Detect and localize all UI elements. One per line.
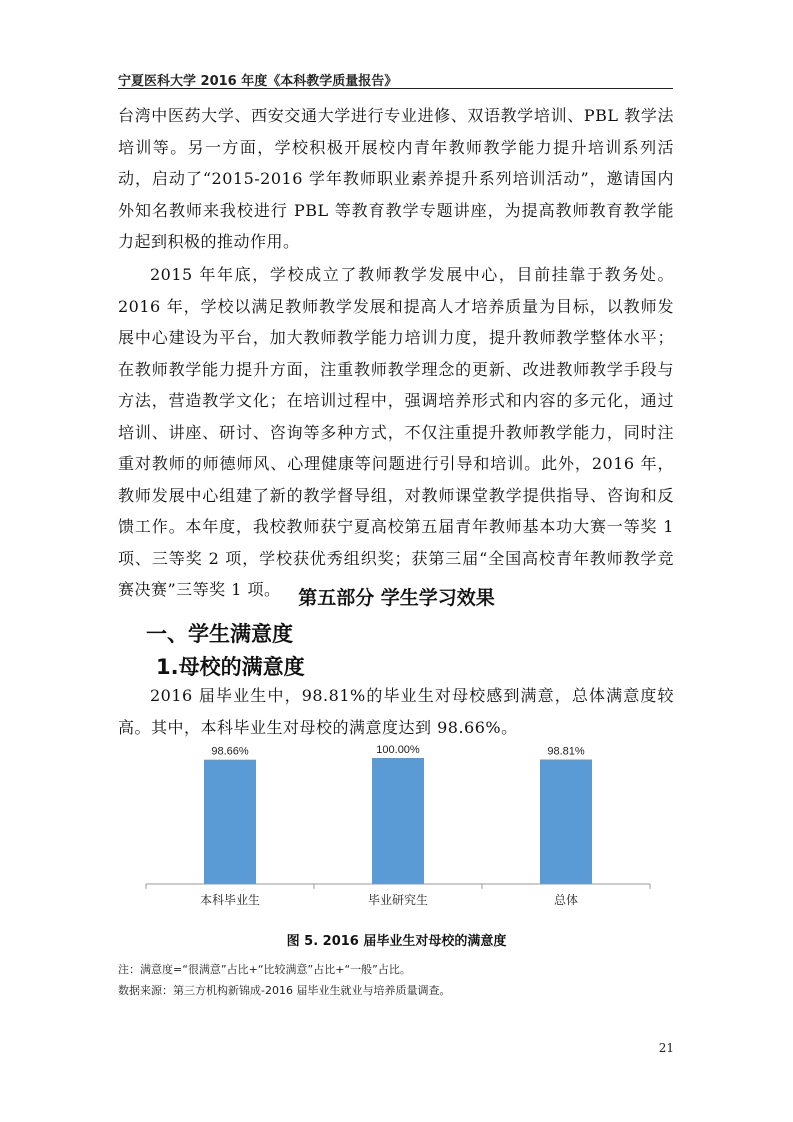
data-label: 100.00% — [376, 744, 420, 756]
satisfaction-bar-chart — [128, 740, 668, 920]
bar-3 — [540, 759, 592, 884]
paragraph-teaching-center: 2015 年年底，学校成立了教师教学发展中心，目前挂靠于教务处。2016 年，学校以满足教师教学发展和提高人才培养质量为目标，以教师发展中心建设为平台，加大教师教学能力培训力度，提升教师教学整体水平；在教师教学能力提升方面，注重教师教学理念的更新、改进教师教学手段与方法，营造教学文化；在培训过程中，强调培养形式和内容的多元化，通过培训、讲座、研讨、咨询等多种方式，不仅注重提升教师教学能力，同时注重对教师的师德师风、心理健康等问题进行引导和培训。此外，2016 年，教师发展中心组建了新的教学督导组，对教师课堂教学提供指导、咨询和反馈工作。本年度，我校教师获宁夏高校第五届青年教师基本功大赛一等奖 1 项、三等奖 2 项，学校获优秀组织奖；获第三届“全国高校青年教师教学竞赛决赛”三等奖 1 项。 — [118, 265, 674, 599]
bar-1 — [204, 760, 256, 884]
figure-source: 数据来源：第三方机构新锦成-2016 届毕业生就业与培养质量调查。 — [118, 984, 451, 997]
category-label: 总体 — [553, 893, 579, 907]
paragraph-training: 台湾中医药大学、西安交通大学进行专业进修、双语教学培训、PBL 教学法培训等。另一方面，学校积极开展校内青年教师教学能力提升培训系列活动，启动了“2015-2016 学年教师职业素养提升系列培训活动”，邀请国内外知名教师来我校进行 PBL 等教育教学专题讲座，为提高教师教育教学能力起到积极的推动作用。 — [118, 106, 674, 251]
header-divider — [118, 88, 673, 89]
bar-2 — [372, 758, 424, 884]
paragraph-satisfaction: 2016 届毕业生中，98.81%的毕业生对母校感到满意，总体满意度较高。其中，本科毕业生对母校的满意度达到 98.66%。 — [118, 686, 674, 737]
subsection-heading: 1.母校的满意度 — [156, 655, 305, 679]
page-number: 21 — [658, 1041, 674, 1055]
section-heading: 一、学生满意度 — [146, 622, 293, 646]
part-title: 第五部分 学生学习效果 — [298, 587, 495, 609]
data-label: 98.66% — [211, 745, 249, 758]
bar-group — [204, 744, 592, 884]
running-header: 宁夏医科大学 2016 年度《本科教学质量报告》 — [118, 74, 398, 89]
figure-note: 注：满意度=“很满意”占比+“比较满意”占比+“一般”占比。 — [118, 963, 411, 976]
x-axis-ticks — [146, 884, 650, 907]
data-label: 98.81% — [547, 745, 585, 758]
category-label: 本科毕业生 — [199, 893, 261, 907]
figure-caption: 图 5. 2016 届毕业生对母校的满意度 — [286, 934, 507, 949]
category-label: 毕业研究生 — [367, 893, 429, 907]
